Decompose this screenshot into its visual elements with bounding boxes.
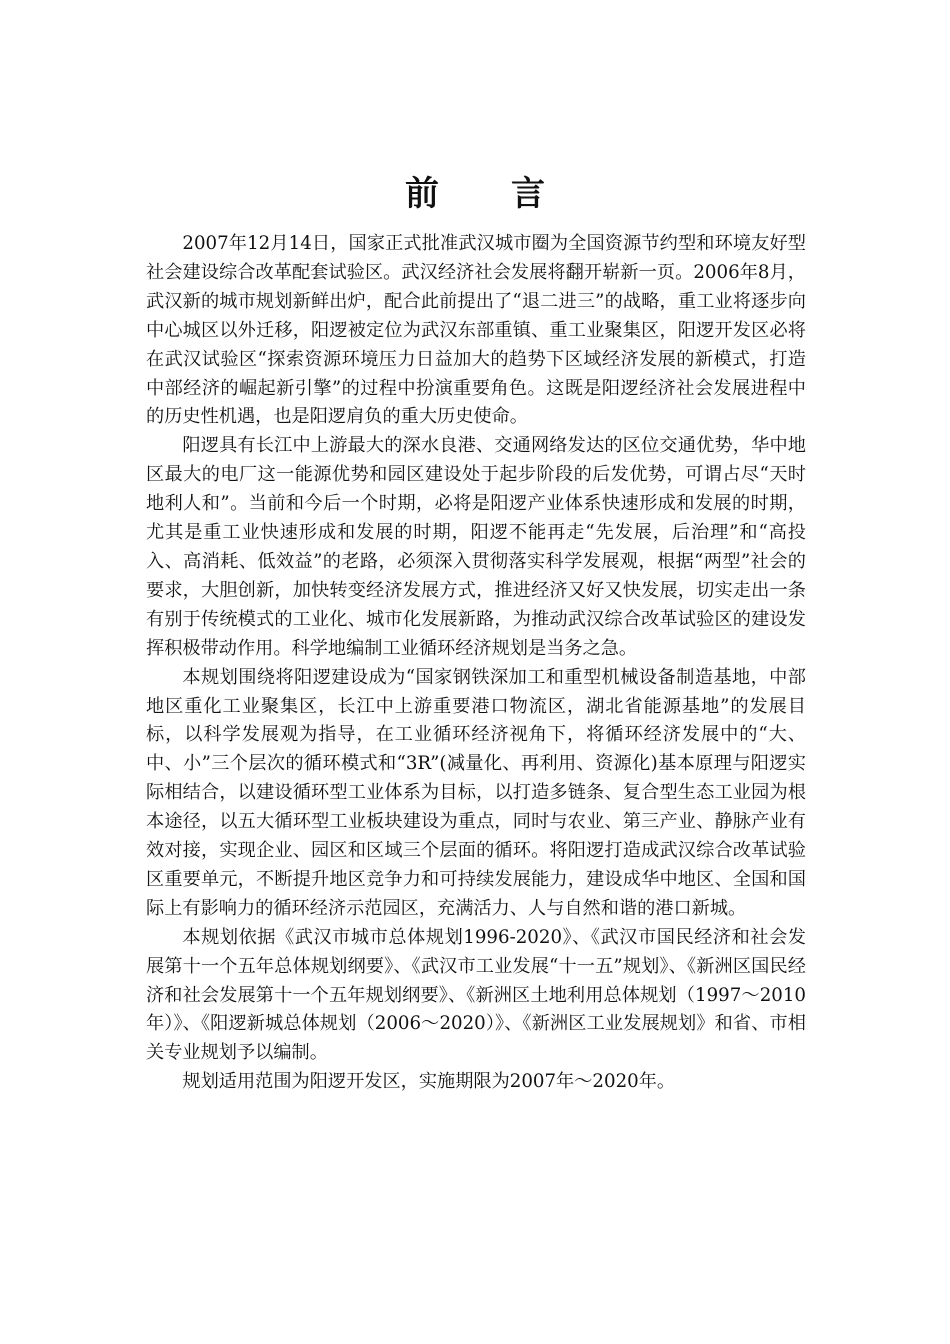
paragraph-5: 规划适用范围为阳逻开发区，实施期限为2007年～2020年。 bbox=[182, 1071, 676, 1093]
title-char-qian: 前 bbox=[405, 174, 439, 214]
paragraph-1: 2007年12月14日，国家正式批准武汉城市圈为全国资源节约型和环境友好型社会建设综合改革配套试验区。武汉经济社会发展将翻开崭新一页。2006年8月，武汉新的城市规划新鲜出炉，配合此前提出了“退二进三”的战略，重工业将逐步向中心城区以外迁移，阳逻被定位为武汉东部重镇、重工业聚集区，阳逻开发区必将在武汉试验区“探索资源环境压力日益加大的趋势下区域经济发展的新模式，打造中部经济的崛起新引擎”的过程中扮演重要角色。这既是阳逻经济社会发展进程中的历史性机遇，也是阳逻肩负的重大历史使命。 bbox=[146, 233, 806, 428]
paragraph-3: 本规划围绕将阳逻建设成为“国家钢铁深加工和重型机械设备制造基地，中部地区重化工业聚集区，长江中上游重要港口物流区，湖北省能源基地”的发展目标，以科学发展观为指导，在工业循环经济视角下，将循环经济发展中的“大、中、小”三个层次的循环模式和“3R”(减量化、再利用、资源化)基本原理与阳逻实际相结合，以建设循环型工业体系为目标，以打造多链条、复合型生态工业园为根本途径，以五大循环型工业板块建设为重点，同时与农业、第三产业、静脉产业有效对接，实现企业、园区和区域三个层面的循环。将阳逻打造成武汉综合改革试验区重要单元，不断提升地区竞争力和可持续发展能力，建设成华中地区、全国和国际上有影响力的循环经济示范园区，充满活力、人与自然和谐的港口新城。 bbox=[146, 666, 806, 919]
title-char-yan: 言 bbox=[511, 174, 545, 214]
page-title bbox=[0, 168, 950, 220]
body-text bbox=[146, 230, 806, 1097]
paragraph-4: 本规划依据《武汉市城市总体规划1996-2020》、《武汉市国民经济和社会发展第十一个五年总体规划纲要》、《武汉市工业发展“十一五”规划》、《新洲区国民经济和社会发展第十一个五年规划纲要》、《新洲区土地利用总体规划（1997～2010年）》、《阳逻新城总体规划（2006～2020）》、《新洲区工业发展规划》和省、市相关专业规划予以编制。 bbox=[146, 926, 806, 1064]
paragraph-2: 阳逻具有长江中上游最大的深水良港、交通网络发达的区位交通优势，华中地区最大的电厂这一能源优势和园区建设处于起步阶段的后发优势，可谓占尽“天时地利人和”。当前和今后一个时期，必将是阳逻产业体系快速形成和发展的时期，尤其是重工业快速形成和发展的时期，阳逻不能再走“先发展，后治理”和“高投入、高消耗、低效益”的老路，必须深入贯彻落实科学发展观，根据“两型”社会的要求，大胆创新，加快转变经济发展方式，推进经济又好又快发展，切实走出一条有别于传统模式的工业化、城市化发展新路，为推动武汉综合改革试验区的建设发挥积极带动作用。科学地编制工业循环经济规划是当务之急。 bbox=[146, 435, 806, 659]
